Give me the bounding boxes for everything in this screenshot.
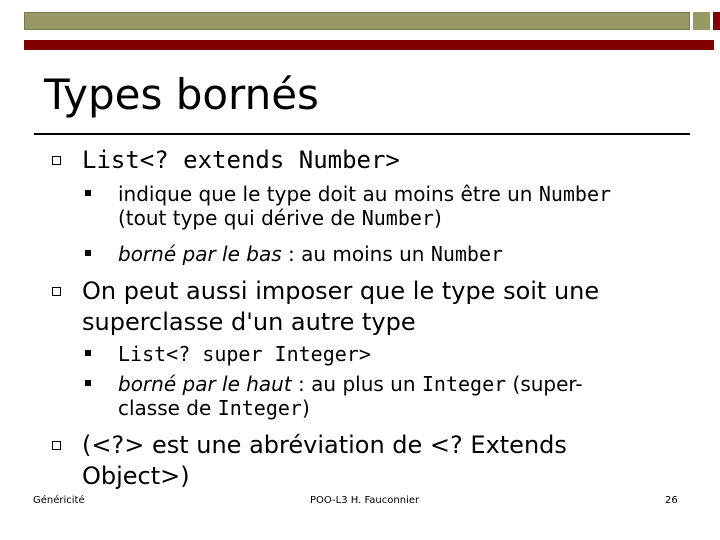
sub-bullet-text: : au plus un [291, 372, 422, 396]
bullet-2-text [82, 276, 599, 338]
filled-square-bullet-icon [85, 350, 91, 356]
sub-bullet-text: (super- [506, 372, 583, 396]
code-inline: Number [430, 242, 504, 266]
hollow-square-bullet-icon [52, 441, 61, 450]
footer-page-number: 26 [665, 495, 678, 506]
code-inline: Integer [421, 372, 507, 396]
title-divider [34, 133, 690, 135]
sub-bullet-text: ) [301, 396, 310, 420]
bullet-text-line: Object>) [82, 462, 190, 490]
sub-bullet-text: (tout type qui dérive de [118, 206, 362, 230]
filled-square-bullet-icon [85, 380, 91, 386]
header-olive-square [690, 12, 710, 30]
sub-bullet-1-2 [118, 242, 503, 266]
sub-bullet-1-1 [118, 182, 611, 230]
footer-author: POO-L3 H. Fauconnier [310, 495, 420, 506]
header-maroon-bar [24, 40, 714, 50]
sub-bullet-text: indique que le type doit au moins être un [118, 182, 539, 206]
filled-square-bullet-icon [85, 250, 91, 256]
code-inline: Integer [217, 396, 302, 420]
italic-text: borné par le bas [118, 242, 282, 266]
bullet-3-text [82, 430, 567, 492]
hollow-square-bullet-icon [52, 156, 61, 165]
slide-title: Types bornés [44, 70, 319, 119]
bullet-text-line: (<?> est une abréviation de <? Extends [82, 431, 567, 459]
footer-section-label: Généricité [33, 495, 85, 506]
hollow-square-bullet-icon [52, 287, 61, 296]
sub-bullet-text: classe de [118, 396, 218, 420]
bullet-text-line: On peut aussi imposer que le type soit une [82, 277, 600, 305]
header-maroon-square [710, 12, 720, 30]
header-decoration [24, 12, 714, 40]
sub-bullet-text: ) [433, 206, 442, 230]
bullet-1-text: List<? extends Number> [82, 146, 400, 174]
italic-text: borné par le haut [118, 372, 292, 396]
sub-bullet-text: : au moins un [281, 242, 431, 266]
sub-bullet-2-2 [118, 372, 583, 420]
code-inline: Number [361, 206, 434, 230]
bullet-text-line: superclasse d'un autre type [82, 308, 416, 336]
header-olive-bar [24, 12, 690, 30]
sub-bullet-2-1: List<? super Integer> [118, 342, 371, 366]
code-inline: Number [538, 182, 612, 206]
filled-square-bullet-icon [85, 190, 91, 196]
